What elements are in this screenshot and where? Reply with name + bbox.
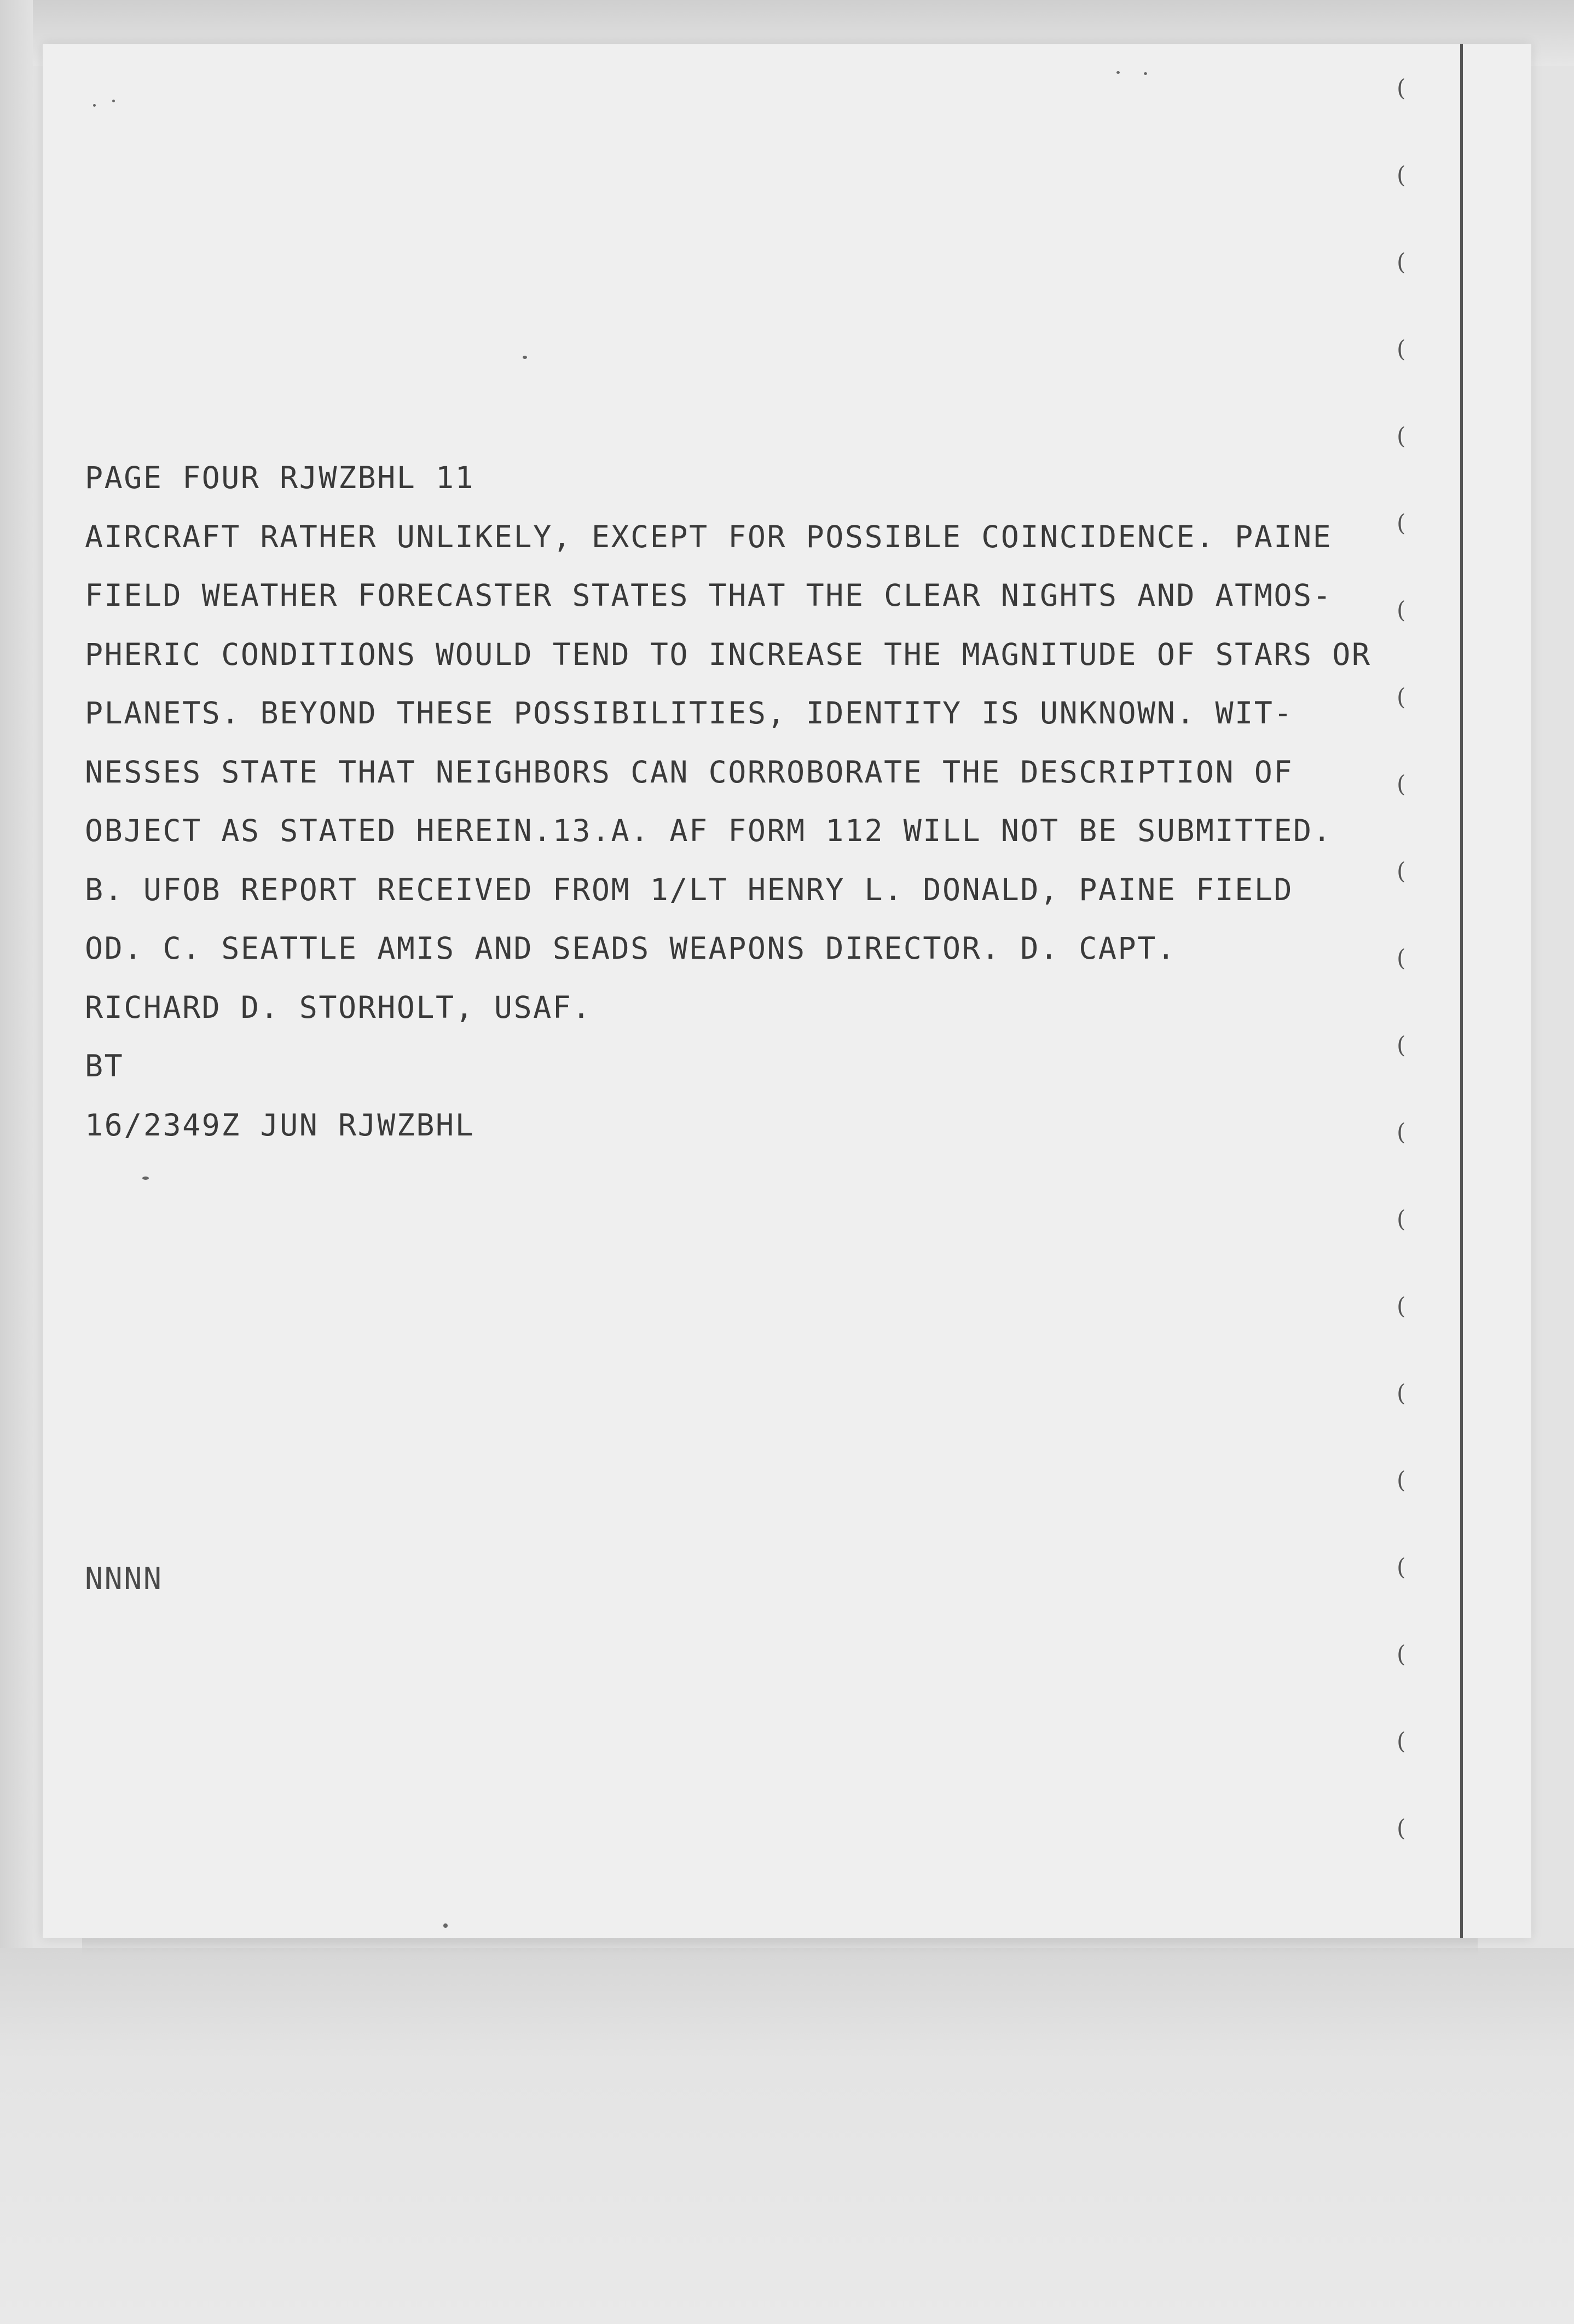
perforation-mark: ( <box>1397 683 1406 710</box>
scan-speck <box>93 104 96 107</box>
message-body <box>85 449 1398 1155</box>
page-shadow <box>82 1938 1478 1955</box>
message-line: AIRCRAFT RATHER UNLIKELY, EXCEPT FOR POSSIBLE COINCIDENCE. PAINE <box>85 519 1333 554</box>
perforation-mark: ( <box>1397 422 1406 449</box>
message-line: B. UFOB REPORT RECEIVED FROM 1/LT HENRY L. DONALD, PAINE FIELD <box>85 872 1293 907</box>
perforation-mark: ( <box>1397 1554 1406 1580</box>
perforation-mark: ( <box>1397 509 1406 536</box>
perforation-mark: ( <box>1397 161 1406 188</box>
tractor-feed-margin-line <box>1460 44 1463 1938</box>
perforation-mark: ( <box>1397 1293 1406 1319</box>
message-line: RICHARD D. STORHOLT, USAF. <box>85 989 592 1025</box>
perforation-mark: ( <box>1397 944 1406 971</box>
perforation-mark: ( <box>1397 1206 1406 1232</box>
tractor-feed-perforations <box>1397 74 1419 1937</box>
scan-speck <box>112 100 115 102</box>
perforation-mark: ( <box>1397 1728 1406 1754</box>
perforation-mark: ( <box>1397 1641 1406 1667</box>
perforation-mark: ( <box>1397 335 1406 362</box>
perforation-mark: ( <box>1397 1815 1406 1841</box>
message-line: PHERIC CONDITIONS WOULD TEND TO INCREASE THE MAGNITUDE OF STARS OR <box>85 636 1372 672</box>
message-line: PLANETS. BEYOND THESE POSSIBILITIES, IDENTITY IS UNKNOWN. WIT- <box>85 696 1293 731</box>
perforation-mark: ( <box>1397 1380 1406 1406</box>
message-line: OD. C. SEATTLE AMIS AND SEADS WEAPONS DIRECTOR. D. CAPT. <box>85 931 1177 966</box>
perforation-mark: ( <box>1397 596 1406 623</box>
end-of-message-marker: NNNN <box>85 1561 163 1596</box>
scan-backdrop-bottom <box>0 1948 1574 2324</box>
message-header-line: PAGE FOUR RJWZBHL 11 <box>85 460 475 495</box>
scan-speck <box>1116 71 1120 74</box>
scan-speck <box>1144 72 1147 75</box>
scan-speck <box>443 1923 448 1928</box>
perforation-mark: ( <box>1397 1031 1406 1058</box>
perforation-mark: ( <box>1397 857 1406 884</box>
perforation-mark: ( <box>1397 248 1406 275</box>
message-line: NESSES STATE THAT NEIGHBORS CAN CORROBORATE THE DESCRIPTION OF <box>85 754 1293 790</box>
message-line: FIELD WEATHER FORECASTER STATES THAT THE CLEAR NIGHTS AND ATMOS- <box>85 578 1333 613</box>
break-marker: BT <box>85 1048 124 1083</box>
scan-speck <box>142 1177 149 1180</box>
scan-speck <box>523 356 527 359</box>
message-line: OBJECT AS STATED HEREIN.13.A. AF FORM 112 WILL NOT BE SUBMITTED. <box>85 813 1333 848</box>
perforation-mark: ( <box>1397 1467 1406 1493</box>
perforation-mark: ( <box>1397 770 1406 797</box>
perforation-mark: ( <box>1397 74 1406 101</box>
date-time-group: 16/2349Z JUN RJWZBHL <box>85 1107 475 1143</box>
perforation-mark: ( <box>1397 1118 1406 1145</box>
